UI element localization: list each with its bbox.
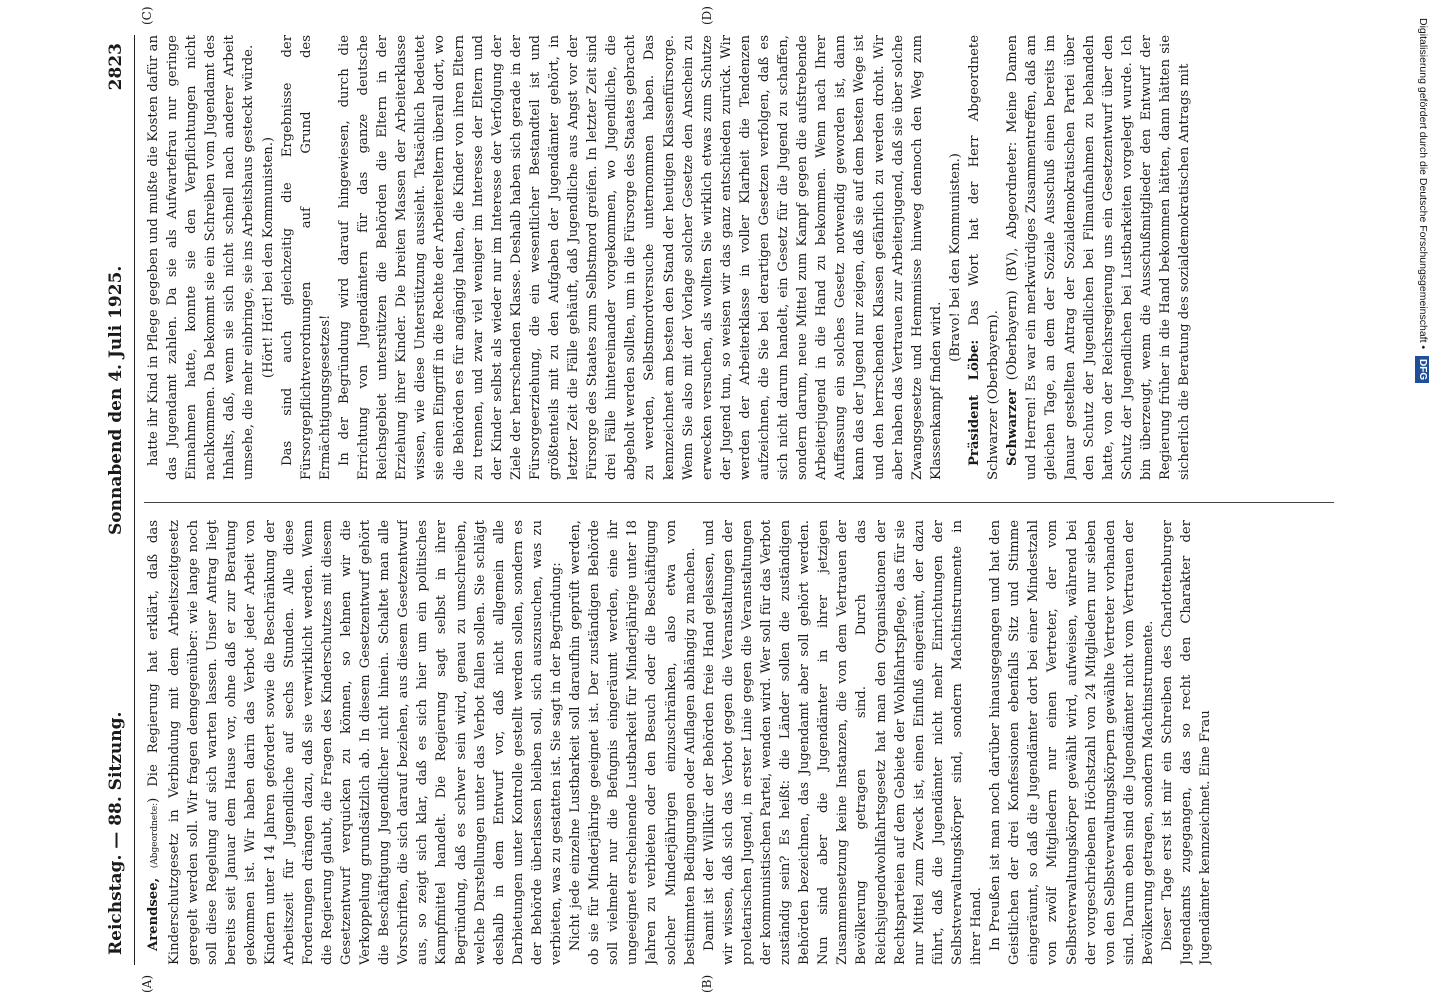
- paragraph-text: (Bravo! bei den Kommunisten.): [947, 153, 963, 362]
- paragraph: [700, 520, 986, 965]
- paragraph: [144, 35, 259, 480]
- header-page-number: 2823: [106, 43, 126, 91]
- header-session: Reichstag. — 88. Sitzung.: [106, 711, 126, 955]
- paragraph-text: Nicht jede einzelne Lustbarkeit soll daraufhin geprüft werden, ob sie für Minderjährige geeignet ist. Der zuständigen Behörde soll vielmehr nur die Befugnis eingeräumt werden, eine ihr ungeeignet erscheinende Lustbarkeit für Minderjährige unter 18 Jahren zu verbieten oder den Besuch oder die Beschäftigung solcher Minderjährigen einzuschränken, also etwa von bestimmten Bedingungen oder Auflagen abhängig zu machen.: [568, 520, 698, 965]
- speaker-name: Schwarzer: [1005, 389, 1021, 466]
- paragraph-text: (Hört! Hört! bei den Kommunisten.): [260, 136, 276, 379]
- margin-marker-a: (A): [140, 974, 154, 993]
- speaker-name: Arendsee,: [146, 877, 161, 951]
- paragraph: [965, 35, 1003, 480]
- dfg-logo: DFG: [1415, 356, 1429, 383]
- paragraph-text: Damit ist der Willkür der Behörden freie Hand gelassen, und wir wissen, daß sich das Verbot gegen die Veranstaltungen der proletarischen Jugend, in erster Linie gegen die Veranstaltungen der kommunistischen Partei, wenden wird. Wer soll für das Verbot zuständig sein? Es heißt: die Länder sollen die zuständigen Behörden bezeichnen, das Jugendamt aber soll gehört werden. Nun sind aber die Jugendämter in ihrer jetzigen Zusammensetzung keine Instanzen, die von dem Vertrauen der Bevölkerung getragen sind. Durch das Reichsjugendwohlfahrtsgesetz hat man den Organisationen der Rechtsparteien auf dem Gebiete der Wohlfahrtspflege, das für sie nur Mittel zum Zweck ist, einen Einfluß eingeräumt, der dazu führt, daß die Jugendämter nicht mehr Einrichtungen der Selbstverwaltungskörper sind, sondern Machtinstrumente in ihrer Hand.: [701, 520, 985, 965]
- paragraph: [259, 35, 278, 480]
- paragraph-text: hatte ihr Kind in Pflege gegeben und mußte die Kosten dafür an das Jugendamt zahlen. Da sie als Aufwartefrau nur geringe Einnahmen hatte, konnte sie den Verpflichtungen nicht nachkommen. Da bekommt sie ein Schreiben vom Jugendamt des Inhalts, daß, wenn sie sich nicht schnell nach anderer Arbeit umsehe, die mehr einbringe, sie ins Arbeitshaus gesteckt würde.: [146, 35, 257, 480]
- newspaper-page: [100, 6, 1340, 993]
- margin-marker-c: (C): [140, 6, 154, 25]
- paragraph-text: (Oberbayern) (BV), Abgeordneter: Meine Damen und Herren! Es war ein merkwürdiges Zusammentreffen, daß am gleichen Tage, an dem der Soziale Ausschuß einen bereits im Januar gestellten Antrag der Sozialdemokratischen Partei über den Schutz der Jugendlichen bei Filmaufnahmen zu behandeln hatte, von der Reichsregierung uns ein Gesetzentwurf über den Schutz der Jugendlichen bei Lustbarkeiten vorgelegt wurde. Ich bin überzeugt, wenn die Ausschußmitglieder den Entwurf der Regierung früher in die Hand bekommen hätten, dann hätten sie sicherlich die Beratung des sozialdemokratischen Antrags mit: [1005, 35, 1193, 480]
- paragraph: [144, 520, 566, 965]
- paragraph: [335, 35, 946, 480]
- left-column: [144, 520, 1334, 965]
- margin-marker-d: (D): [700, 6, 714, 25]
- paragraph-text: In der Begründung wird darauf hingewiesen, durch die Errichtung von Jugendämtern für das ganze deutsche Reichsgebiet unterstützen die Behörden die Eltern in der Erziehung ihrer Kinder. Die breiten Massen der Arbeiterklasse wissen, wie diese Unterstützung aussieht. Tatsächlich bedeutet sie einen Eingriff in die Rechte der Arbeitereltern überall dort, wo die Behörden es für angängig halten, die Kinder von ihren Eltern zu trennen, und zwar viel weniger im Interesse der Eltern und der Kinder selbst als wieder nur im Interesse der Verfolgung der Ziele der herrschenden Klasse. Deshalb haben sich gerade in der Fürsorgeerziehung, die ein wesentlicher Bestandteil ist und größtenteils mit zu den Aufgaben der Jugendämter gehört, in letzter Zeit die Fälle gehäuft, daß Jugendliche aus Angst vor der Fürsorge des Staates zum Selbstmord greifen. In letzter Zeit sind drei Fälle hintereinander vorgekommen, wo Jugendliche, die abgeholt werden sollten, um in die Fürsorge des Staates gebracht zu werden, Selbstmordversuche unternommen haben. Das kennzeichnet am besten den Stand der heutigen Klassenfürsorge. Wenn Sie also mit der Vorlage solcher Gesetze den Anschein zu erwecken versuchen, als wollten Sie wirklich etwas zum Schutze der Jugend tun, so weisen wir das ganz entschieden zurück. Wir werden der Arbeiterklasse in voller Klarheit die Tendenzen aufzeichnen, die Sie bei derartigen Gesetzen verfolgen, daß es sich nicht darum handelt, ein Gesetz für die Jugend zu schaffen, sondern darum, neue Mittel zum Kampf gegen die aufstrebende Arbeiterjugend in die Hand zu bekommen. Wenn nach Ihrer Auffassung ein solches Gesetz notwendig geworden ist, dann kann das der Jugend nur zeigen, daß sie auf dem besten Wege ist und den herrschenden Klassen gefährlich zu werden droht. Wir aber haben das Vertrauen zur Arbeiterjugend, daß sie über solche Zwangsgesetze und Hemmnisse hinweg dennoch den Weg zum Klassenkampf finden wird.: [336, 35, 944, 480]
- paragraph: [1003, 35, 1194, 480]
- header-date: Sonnabend den 4. Juli 1925.: [106, 265, 126, 535]
- speaker-name: Präsident Löbe:: [967, 339, 983, 466]
- page-header: [100, 35, 135, 965]
- paragraph: [566, 520, 700, 965]
- watermark-text: Digitalisierung gefördert durch die Deutsche Forschungsgemeinschaft •: [1417, 18, 1429, 350]
- margin-marker-b: (B): [700, 974, 714, 993]
- paragraph-text: Dieser Tage erst ist mir ein Schreiben des Charlottenburger Jugendamts zugegangen, das so recht den Charakter der Jugendämter kennzeichnet. Eine Frau: [1159, 520, 1214, 965]
- speaker-role: (Abgeordnete:: [150, 802, 160, 878]
- paragraph: [1158, 520, 1215, 965]
- paragraph: [986, 520, 1158, 965]
- paragraph-text: Das Wort hat der Herr Abgeordnete Schwarzer (Oberbayern).: [967, 35, 1002, 480]
- paragraph-text: ) Die Regierung hat erklärt, daß das Kinderschutzgesetz in Verbindung mit dem Arbeitszeitgesetz geregelt werden soll. Wir fragen demgegenüber: wie lange noch soll diese Regelung auf sich warten lassen. Unser Antrag liegt bereits seit Januar dem Hause vor, ohne daß er zur Beratung gekommen ist. Wir haben darin das Verbot jeder Arbeit von Kindern unter 14 Jahren gefordert sowie die Beschränkung der Arbeitszeit für Jugendliche auf sechs Stunden. Alle diese Forderungen drängen dazu, daß sie verwirklicht werden. Wenn die Regierung glaubt, die Fragen des Kinderschutzes mit diesem Gesetzentwurf verquicken zu können, so lehnen wir die Verkoppelung grundsätzlich ab. In diesem Gesetzentwurf gehört die Beschäftigung Jugendlicher nicht hinein. Schaltet man alle Vorschriften, die sich darauf beziehen, aus diesem Gesetzentwurf aus, so zeigt sich klar, daß es sich hier um ein politisches Kampfmittel handelt. Die Regierung sagt selbst in ihrer Begründung, daß es schwer sein wird, genau zu umschreiben, welche Darstellungen unter das Verbot fallen sollen. Sie schlägt deshalb in dem Entwurf vor, daß nicht allgemein alle Darbietungen unter Kontrolle gestellt werden sollen, sondern es der Behörde überlassen bleiben soll, sich auszusuchen, was zu verbieten, was zu gestatten ist. Sie sagt in der Begründung:: [146, 520, 564, 965]
- columns: [144, 35, 1334, 965]
- right-column: [144, 35, 1334, 480]
- paragraph: [946, 35, 965, 480]
- paragraph-text: In Preußen ist man noch darüber hinausgegangen und hat den Geistlichen der drei Konfessionen ebenfalls Sitz und Stimme eingeräumt, so daß die Jugendämter dort bei einer Mindestzahl von zwölf Mitgliedern nur einen Vertreter, der vom Selbstverwaltungskörper gewählt wird, aufweisen, während bei der vorgeschriebenen Höchstzahl von 24 Mitgliedern nur sieben von den Selbstverwaltungskörpern gewählte Vertreter vorhanden sind. Darum eben sind die Jugendämter nicht vom Vertrauen der Bevölkerung getragen, sondern Machtinstrumente.: [988, 520, 1156, 965]
- paragraph-text: Das sind auch gleichzeitig die Ergebnisse der Fürsorgepflichtverordnungen auf Grund des Ermächtigungsgesetzes!: [279, 35, 333, 480]
- paragraph: [278, 35, 335, 480]
- dfg-watermark: [1412, 18, 1434, 978]
